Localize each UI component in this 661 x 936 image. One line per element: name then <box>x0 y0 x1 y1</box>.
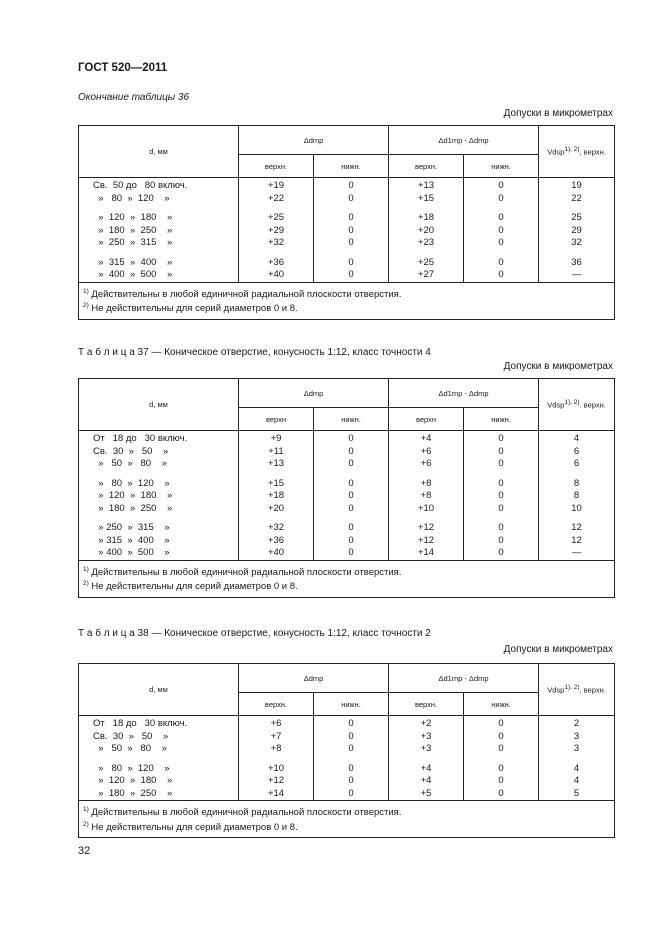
cell-dmp-lower: 0 <box>314 503 389 516</box>
footnote-text: Действительны в любой единичной радиальной плоскости отверстия. <box>91 566 402 578</box>
cell-dmp-lower: 0 <box>314 775 389 788</box>
cell-diff-lower: 0 <box>464 522 539 535</box>
cell-d-range: » 120 » 180 » <box>79 775 239 788</box>
cell-dmp-lower: 0 <box>314 431 389 446</box>
continuation-caption: Окончание таблицы 36 <box>78 92 190 103</box>
cell-diff-upper: +3 <box>389 743 464 756</box>
gap-cell <box>239 471 314 478</box>
cell-diff-lower: 0 <box>464 478 539 491</box>
cell-dmp-upper: +18 <box>239 490 314 503</box>
cell-dmp-upper: +9 <box>239 431 314 446</box>
table-row <box>79 225 615 238</box>
cell-vdsp: 12 <box>539 535 615 548</box>
gap-cell <box>239 250 314 257</box>
cell-diff-lower: 0 <box>464 775 539 788</box>
cell-diff-upper: +8 <box>389 490 464 503</box>
table-row <box>79 237 615 250</box>
gap-cell <box>464 756 539 763</box>
cell-dmp-upper: +6 <box>239 716 314 731</box>
header-upper: верхн. <box>239 155 314 178</box>
header-vdsp <box>539 379 615 431</box>
table-38 <box>78 663 615 838</box>
table-row <box>79 535 615 548</box>
gap-cell <box>539 756 615 763</box>
table-row <box>79 763 615 776</box>
cell-dmp-upper: +11 <box>239 446 314 459</box>
table-row <box>79 269 615 282</box>
cell-diff-upper: +4 <box>389 775 464 788</box>
footnote-text: Действительны в любой единичной радиальной плоскости отверстия. <box>91 807 402 819</box>
cell-dmp-lower: 0 <box>314 716 389 731</box>
gap-cell <box>539 250 615 257</box>
cell-diff-lower: 0 <box>464 503 539 516</box>
cell-diff-lower: 0 <box>464 731 539 744</box>
cell-diff-lower: 0 <box>464 257 539 270</box>
header-upper: верхн. <box>389 155 464 178</box>
header-vdsp <box>539 664 615 716</box>
table-row <box>79 490 615 503</box>
vdsp-footnote-marks: 1), 2) <box>564 399 580 407</box>
gap-cell <box>539 515 615 522</box>
cell-dmp-upper: +8 <box>239 743 314 756</box>
cell-vdsp: 29 <box>539 225 615 238</box>
gap-cell <box>239 205 314 212</box>
header-lower: нижн. <box>464 155 539 178</box>
table-38-caption: Т а б л и ц а 38 — Коническое отверстие, конусность 1:12, класс точности 2 <box>78 628 431 639</box>
table-36 <box>78 125 615 320</box>
cell-d-range: » 400 » 500 » <box>79 547 239 560</box>
cell-vdsp: 2 <box>539 716 615 731</box>
footnote-mark: 2) <box>83 820 89 828</box>
header-lower: нижн. <box>464 408 539 431</box>
cell-diff-upper: +4 <box>389 763 464 776</box>
cell-dmp-lower: 0 <box>314 731 389 744</box>
cell-dmp-lower: 0 <box>314 743 389 756</box>
table-row <box>79 716 615 731</box>
vdsp-footnote-marks: 1), 2) <box>564 684 580 692</box>
gap-cell <box>464 205 539 212</box>
header-d: d, мм <box>79 126 239 178</box>
cell-vdsp: 6 <box>539 458 615 471</box>
cell-d-range: Св. 30 » 50 » <box>79 731 239 744</box>
table-row <box>79 212 615 225</box>
table-37 <box>78 378 615 598</box>
gap-cell <box>389 250 464 257</box>
cell-dmp-upper: +40 <box>239 269 314 282</box>
cell-dmp-upper: +32 <box>239 237 314 250</box>
cell-d-range: » 50 » 80 » <box>79 458 239 471</box>
gap-cell <box>389 471 464 478</box>
footnote <box>83 286 610 301</box>
group-gap <box>79 515 615 522</box>
cell-dmp-lower: 0 <box>314 225 389 238</box>
cell-diff-upper: +6 <box>389 458 464 471</box>
header-delta-diff: Δd1mp - Δdmp <box>389 664 539 693</box>
cell-diff-lower: 0 <box>464 212 539 225</box>
table-footnotes <box>79 560 615 597</box>
cell-diff-lower: 0 <box>464 547 539 560</box>
cell-diff-lower: 0 <box>464 446 539 459</box>
gap-cell <box>239 515 314 522</box>
cell-vdsp: 4 <box>539 431 615 446</box>
table-row <box>79 731 615 744</box>
cell-d-range: » 80 » 120 » <box>79 478 239 491</box>
cell-diff-lower: 0 <box>464 237 539 250</box>
cell-dmp-upper: +36 <box>239 257 314 270</box>
cell-diff-upper: +10 <box>389 503 464 516</box>
cell-d-range: » 315 » 400 » <box>79 535 239 548</box>
cell-d-range: » 180 » 250 » <box>79 503 239 516</box>
cell-diff-upper: +15 <box>389 193 464 206</box>
table-row <box>79 547 615 560</box>
footnote-mark: 2) <box>83 302 89 310</box>
cell-vdsp: 19 <box>539 178 615 193</box>
table-row <box>79 522 615 535</box>
gap-cell <box>79 756 239 763</box>
cell-d-range: » 400 » 500 » <box>79 269 239 282</box>
footnote <box>83 564 610 579</box>
cell-dmp-upper: +10 <box>239 763 314 776</box>
cell-diff-lower: 0 <box>464 225 539 238</box>
vdsp-suffix: . верхн. <box>579 400 606 410</box>
table-row <box>79 743 615 756</box>
header-upper: верхн <box>389 408 464 431</box>
header-delta-diff: Δd1mp - Δdmp <box>389 379 539 408</box>
cell-diff-lower: 0 <box>464 193 539 206</box>
cell-vdsp: 3 <box>539 731 615 744</box>
footnote-mark: 1) <box>83 565 89 573</box>
cell-d-range: » 50 » 80 » <box>79 743 239 756</box>
cell-d-range: Св. 50 до 80 включ. <box>79 178 239 193</box>
cell-vdsp: 8 <box>539 490 615 503</box>
header-delta-dmp: Δdmp <box>239 126 389 155</box>
cell-diff-upper: +23 <box>389 237 464 250</box>
cell-dmp-lower: 0 <box>314 193 389 206</box>
cell-vdsp: — <box>539 269 615 282</box>
cell-dmp-lower: 0 <box>314 446 389 459</box>
header-delta-dmp: Δdmp <box>239 664 389 693</box>
cell-dmp-lower: 0 <box>314 547 389 560</box>
cell-vdsp: 10 <box>539 503 615 516</box>
cell-dmp-upper: +22 <box>239 193 314 206</box>
footnote-text: Не действительны для серий диаметров 0 и 8. <box>91 821 298 833</box>
cell-d-range: » 80 » 120 » <box>79 763 239 776</box>
footnote-mark: 1) <box>83 287 89 295</box>
cell-dmp-lower: 0 <box>314 178 389 193</box>
gap-cell <box>389 515 464 522</box>
group-gap <box>79 471 615 478</box>
header-lower: нижн. <box>314 693 389 716</box>
cell-d-range: » 250 » 315 » <box>79 522 239 535</box>
gap-cell <box>539 471 615 478</box>
cell-vdsp: 5 <box>539 788 615 801</box>
header-lower: нижн. <box>314 408 389 431</box>
gap-cell <box>79 205 239 212</box>
cell-diff-upper: +27 <box>389 269 464 282</box>
cell-diff-lower: 0 <box>464 431 539 446</box>
cell-diff-upper: +12 <box>389 522 464 535</box>
cell-diff-lower: 0 <box>464 458 539 471</box>
cell-diff-lower: 0 <box>464 269 539 282</box>
vdsp-suffix: , верхн. <box>579 147 606 157</box>
cell-dmp-upper: +25 <box>239 212 314 225</box>
cell-dmp-lower: 0 <box>314 788 389 801</box>
table-row <box>79 257 615 270</box>
table-row <box>79 788 615 801</box>
table-row <box>79 431 615 446</box>
footnote-text: Действительны в любой единичной радиальной плоскости отверстия. <box>91 288 402 300</box>
group-gap <box>79 250 615 257</box>
cell-d-range: Св. 30 » 50 » <box>79 446 239 459</box>
cell-vdsp: 12 <box>539 522 615 535</box>
cell-d-range: От 18 до 30 включ. <box>79 716 239 731</box>
cell-dmp-lower: 0 <box>314 269 389 282</box>
table-37-caption: Т а б л и ц а 37 — Коническое отверстие, конусность 1:12, класс точности 4 <box>78 347 431 358</box>
cell-dmp-lower: 0 <box>314 535 389 548</box>
gap-cell <box>314 250 389 257</box>
cell-vdsp: 4 <box>539 775 615 788</box>
cell-diff-upper: +18 <box>389 212 464 225</box>
header-d: d, мм <box>79 664 239 716</box>
cell-dmp-upper: +14 <box>239 788 314 801</box>
cell-dmp-upper: +15 <box>239 478 314 491</box>
cell-diff-upper: +14 <box>389 547 464 560</box>
cell-vdsp: 6 <box>539 446 615 459</box>
cell-diff-lower: 0 <box>464 178 539 193</box>
cell-diff-upper: +25 <box>389 257 464 270</box>
header-upper: верхн <box>239 408 314 431</box>
table-row <box>79 178 615 193</box>
cell-diff-lower: 0 <box>464 763 539 776</box>
cell-vdsp: 4 <box>539 763 615 776</box>
cell-diff-lower: 0 <box>464 535 539 548</box>
gap-cell <box>239 756 314 763</box>
gap-cell <box>314 756 389 763</box>
gap-cell <box>389 205 464 212</box>
gap-cell <box>314 471 389 478</box>
cell-vdsp: 22 <box>539 193 615 206</box>
cell-vdsp: 36 <box>539 257 615 270</box>
cell-d-range: » 120 » 180 » <box>79 212 239 225</box>
cell-vdsp: — <box>539 547 615 560</box>
header-upper: верхн. <box>389 693 464 716</box>
cell-d-range: От 18 до 30 включ. <box>79 431 239 446</box>
vdsp-suffix: , верхн. <box>579 685 606 695</box>
table-footnotes <box>79 801 615 838</box>
gap-cell <box>539 205 615 212</box>
cell-dmp-lower: 0 <box>314 257 389 270</box>
cell-diff-upper: +8 <box>389 478 464 491</box>
cell-dmp-lower: 0 <box>314 522 389 535</box>
cell-dmp-lower: 0 <box>314 763 389 776</box>
cell-dmp-lower: 0 <box>314 237 389 250</box>
header-lower: нижн. <box>314 155 389 178</box>
cell-d-range: » 180 » 250 » <box>79 788 239 801</box>
gap-cell <box>314 515 389 522</box>
vdsp-footnote-marks: 1), 2) <box>564 146 580 154</box>
cell-vdsp: 3 <box>539 743 615 756</box>
cell-dmp-upper: +32 <box>239 522 314 535</box>
cell-diff-lower: 0 <box>464 490 539 503</box>
header-lower: нижн. <box>464 693 539 716</box>
table-row <box>79 478 615 491</box>
footnote-mark: 1) <box>83 806 89 813</box>
gap-cell <box>464 471 539 478</box>
vdsp-symbol: Vdsp <box>547 400 565 410</box>
gap-cell <box>389 756 464 763</box>
gap-cell <box>79 250 239 257</box>
cell-dmp-upper: +19 <box>239 178 314 193</box>
header-delta-diff: Δd1mp - Δdmp <box>389 126 539 155</box>
table-row <box>79 503 615 516</box>
cell-diff-lower: 0 <box>464 743 539 756</box>
cell-dmp-lower: 0 <box>314 458 389 471</box>
cell-diff-upper: +5 <box>389 788 464 801</box>
cell-diff-lower: 0 <box>464 788 539 801</box>
cell-dmp-lower: 0 <box>314 490 389 503</box>
table-footnotes <box>79 282 615 319</box>
page-number: 32 <box>78 845 91 857</box>
cell-dmp-upper: +12 <box>239 775 314 788</box>
cell-diff-upper: +2 <box>389 716 464 731</box>
gap-cell <box>79 471 239 478</box>
units-label: Допуски в микрометрах <box>503 644 613 655</box>
cell-dmp-lower: 0 <box>314 212 389 225</box>
cell-d-range: » 180 » 250 » <box>79 225 239 238</box>
units-label: Допуски в микрометрах <box>503 108 613 119</box>
header-upper: верхн. <box>239 693 314 716</box>
cell-dmp-upper: +13 <box>239 458 314 471</box>
table-row <box>79 193 615 206</box>
table-row <box>79 458 615 471</box>
cell-diff-lower: 0 <box>464 716 539 731</box>
footnote <box>83 819 610 834</box>
header-vdsp <box>539 126 615 178</box>
vdsp-symbol: Vdsp <box>547 147 565 157</box>
cell-diff-upper: +4 <box>389 431 464 446</box>
cell-diff-upper: +20 <box>389 225 464 238</box>
cell-diff-upper: +12 <box>389 535 464 548</box>
cell-dmp-upper: +7 <box>239 731 314 744</box>
gap-cell <box>464 250 539 257</box>
group-gap <box>79 756 615 763</box>
cell-vdsp: 32 <box>539 237 615 250</box>
cell-diff-upper: +3 <box>389 731 464 744</box>
cell-dmp-upper: +29 <box>239 225 314 238</box>
cell-dmp-lower: 0 <box>314 478 389 491</box>
gap-cell <box>464 515 539 522</box>
table-row <box>79 775 615 788</box>
footnote-mark: 2) <box>83 580 89 588</box>
footnote-text: Не действительны для серий диаметров 0 и 8. <box>91 581 298 593</box>
vdsp-symbol: Vdsp <box>547 685 565 695</box>
cell-dmp-upper: +40 <box>239 547 314 560</box>
cell-vdsp: 25 <box>539 212 615 225</box>
cell-dmp-upper: +36 <box>239 535 314 548</box>
cell-d-range: » 315 » 400 » <box>79 257 239 270</box>
document-title: ГОСТ 520—2011 <box>78 62 168 74</box>
gap-cell <box>79 515 239 522</box>
header-d: d, мм <box>79 379 239 431</box>
cell-vdsp: 8 <box>539 478 615 491</box>
table-row <box>79 446 615 459</box>
footnote-text: Не действительны для серий диаметров 0 и 8. <box>91 303 298 315</box>
header-delta-dmp: Δdmp <box>239 379 389 408</box>
footnote <box>83 578 610 593</box>
group-gap <box>79 205 615 212</box>
gap-cell <box>314 205 389 212</box>
cell-d-range: » 250 » 315 » <box>79 237 239 250</box>
cell-diff-upper: +13 <box>389 178 464 193</box>
cell-d-range: » 120 » 180 » <box>79 490 239 503</box>
units-label: Допуски в микрометрах <box>503 361 613 372</box>
footnote <box>83 804 610 819</box>
cell-dmp-upper: +20 <box>239 503 314 516</box>
cell-d-range: » 80 » 120 » <box>79 193 239 206</box>
cell-diff-upper: +6 <box>389 446 464 459</box>
footnote <box>83 300 610 315</box>
